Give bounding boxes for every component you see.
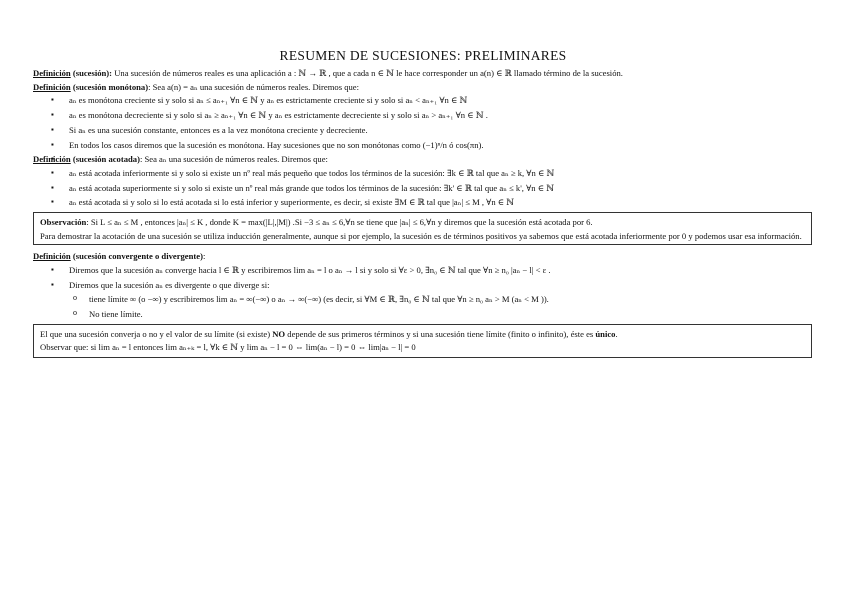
sublist-item: o tiene límite ∞ (o −∞) y escribiremos lim aₙ = ∞(−∞) o aₙ → ∞(−∞) (es decir, si ∀M ∈ ℝ, ∃n₀ ∈ ℕ tal que ∀n ≥ n₀ aₙ > M (aₙ < M )). [73,294,813,305]
definition-text: Una sucesión de números reales es una aplicación a : ℕ → ℝ , que a cada n ∈ ℕ le hace corresponder un a(n) ∈ ℝ llamado término de la sucesión. [114,67,623,78]
list-item: ▪ En todos los casos diremos que la sucesión es monótona. Hay sucesiones que no son monótonas como (−1)ⁿ/n ó cos(πn). [47,140,813,151]
nota-box [33,324,812,358]
observacion-text: : Si L ≤ aₙ ≤ M , entonces |aₙ| ≤ K , donde K = max(|L|,|M|) .Si −3 ≤ aₙ ≤ 6,∀n se tiene que |aₙ| ≤ 6,∀n y diremos que la sucesión está acotada por 6. [86,217,593,228]
definition-text: : Sea aₙ una sucesión de números reales. Diremos que: [139,154,328,165]
definition-label: Definición [33,154,71,165]
list-item: ▪ Diremos que la sucesión aₙ converge hacia l ∈ ℝ y escribiremos lim aₙ = l o aₙ → l si y solo si ∀ε > 0, ∃n₀ ∈ ℕ tal que ∀n ≥ n₀ |aₙ − l| < ε . [47,265,813,276]
monotona-list [33,95,813,150]
nota-bold-unico: único [595,328,616,339]
list-item: ▪ aₙ está acotada superiormente si y solo si existe un nº real más grande que todos los términos de la sucesión: ∃k' ∈ ℝ tal que aₙ ≤ k', ∀n ∈ ℕ [47,183,813,194]
acotada-list [33,168,813,208]
observacion-label: Observación [40,217,87,228]
definition-label: Definición [33,67,71,78]
definition-convergente [33,251,813,262]
list-item: ▪ aₙ es monótona decreciente si y solo si aₙ ≥ aₙ₊₁ ∀n ∈ ℕ y aₙ es estrictamente decreciente si y solo si aₙ > aₙ₊₁ ∀n ∈ ℕ . [47,110,813,121]
definition-text: : [202,251,206,262]
definition-term: (sucesión acotada) [72,154,140,165]
definition-label: Definición [33,251,71,262]
convergente-list [33,265,813,290]
list-item: ▪ Si aₙ es una sucesión constante, entonces es a la vez monótona creciente y decreciente. [47,125,813,136]
definition-term: (sucesión monótona) [72,81,149,92]
list-item: ▪ Diremos que la sucesión aₙ es divergente o que diverge si: [47,280,813,291]
observacion-note: Para demostrar la acotación de una sucesión se utiliza inducción generalmente, aunque si por ejemplo, la sucesión es de términos positivos ya sabemos que está acotada inferiormente por 0 y podemos usar esa información. [40,230,802,241]
list-item: ▪ aₙ está acotada inferiormente si y solo si existe un nº real más pequeño que todos los términos de la sucesión: ∃k ∈ ℝ tal que aₙ ≥ k, ∀n ∈ ℕ [47,168,813,179]
document-page [33,48,813,364]
nota-text: El que una sucesión converja o no y el valor de su límite (si existe) [40,328,271,339]
observacion-box [33,212,812,245]
definition-term: (sucesión): [72,67,113,78]
definition-label: Definición [33,81,71,92]
definition-text: : Sea a(n) = aₙ una sucesión de números reales. Diremos que: [148,81,360,92]
nota-bold-no: NO [272,328,286,339]
page-title: RESUMEN DE SUCESIONES: PRELIMINARES [279,48,567,63]
definition-term: (sucesión convergente o divergente) [72,251,203,262]
divergente-sublist [73,294,813,319]
definition-sucesion [33,68,813,79]
nota-observar: Observar que: si lim aₙ = l entonces lim aₙ₊ₖ = l, ∀k ∈ ℕ y lim aₙ − l = 0 ⇔ lim(aₙ − l) = 0 ⇔ lim|aₙ − l| = 0 [40,341,416,352]
observacion-line [40,217,806,228]
nota-text: . [615,328,618,339]
list-item: ▪ aₙ está acotada si y solo si lo está acotada si lo está inferior y superiormente, es decir, si existe ∃M ∈ ℝ tal que |aₙ| ≤ M , ∀n ∈ ℕ [47,197,813,208]
definition-monotona [33,82,813,93]
definition-acotada [33,154,813,165]
nota-text: depende de sus primeros términos y si una sucesión tiene límite (finito o infinito), éste es [287,328,594,339]
list-item: ▪ aₙ es monótona creciente si y solo si aₙ ≤ aₙ₊₁ ∀n ∈ ℕ y aₙ es estrictamente creciente si y solo si aₙ < aₙ₊₁ ∀n ∈ ℕ [47,95,813,106]
sublist-item: o No tiene límite. [73,309,813,320]
nota-line [40,329,806,340]
